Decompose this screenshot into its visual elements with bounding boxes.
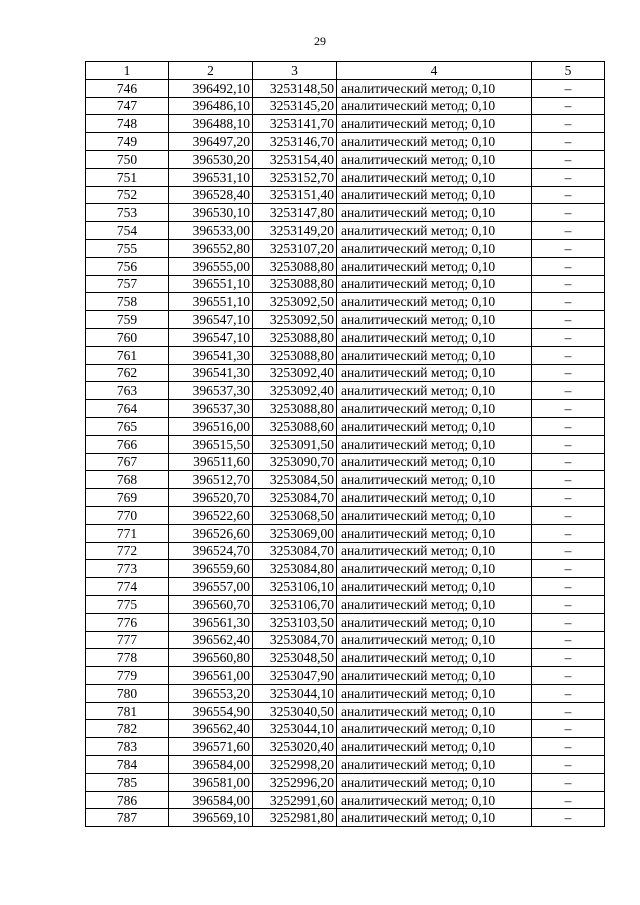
table-row — [86, 150, 605, 168]
table-row — [86, 97, 605, 115]
x-coordinate-cell: 396511,60 — [169, 453, 253, 471]
method-cell: аналитический метод; 0,10 — [337, 756, 532, 774]
method-cell: аналитический метод; 0,10 — [337, 684, 532, 702]
y-coordinate-cell: 3253044,10 — [253, 720, 337, 738]
point-number-cell: 771 — [86, 524, 169, 542]
table-row — [86, 720, 605, 738]
y-coordinate-cell: 3253084,70 — [253, 489, 337, 507]
note-cell: – — [532, 453, 605, 471]
table-row — [86, 453, 605, 471]
method-cell: аналитический метод; 0,10 — [337, 115, 532, 133]
note-cell: – — [532, 506, 605, 524]
method-cell: аналитический метод; 0,10 — [337, 613, 532, 631]
method-cell: аналитический метод; 0,10 — [337, 293, 532, 311]
note-cell: – — [532, 400, 605, 418]
point-number-cell: 772 — [86, 542, 169, 560]
point-number-cell: 760 — [86, 328, 169, 346]
table-row — [86, 311, 605, 329]
table-row — [86, 702, 605, 720]
note-cell: – — [532, 560, 605, 578]
method-cell: аналитический метод; 0,10 — [337, 738, 532, 756]
method-cell: аналитический метод; 0,10 — [337, 542, 532, 560]
point-number-cell: 757 — [86, 275, 169, 293]
column-header-4: 4 — [337, 62, 532, 80]
note-cell: – — [532, 595, 605, 613]
point-number-cell: 773 — [86, 560, 169, 578]
x-coordinate-cell: 396528,40 — [169, 186, 253, 204]
method-cell: аналитический метод; 0,10 — [337, 222, 532, 240]
note-cell: – — [532, 542, 605, 560]
note-cell: – — [532, 524, 605, 542]
table-row — [86, 417, 605, 435]
x-coordinate-cell: 396541,30 — [169, 364, 253, 382]
note-cell: – — [532, 631, 605, 649]
y-coordinate-cell: 3253069,00 — [253, 524, 337, 542]
note-cell: – — [532, 809, 605, 827]
method-cell: аналитический метод; 0,10 — [337, 489, 532, 507]
method-cell: аналитический метод; 0,10 — [337, 560, 532, 578]
x-coordinate-cell: 396547,10 — [169, 311, 253, 329]
method-cell: аналитический метод; 0,10 — [337, 239, 532, 257]
y-coordinate-cell: 3252998,20 — [253, 756, 337, 774]
y-coordinate-cell: 3253107,20 — [253, 239, 337, 257]
table-row — [86, 79, 605, 97]
point-number-cell: 765 — [86, 417, 169, 435]
point-number-cell: 746 — [86, 79, 169, 97]
point-number-cell: 786 — [86, 791, 169, 809]
y-coordinate-cell: 3253044,10 — [253, 684, 337, 702]
note-cell: – — [532, 257, 605, 275]
table-row — [86, 791, 605, 809]
x-coordinate-cell: 396554,90 — [169, 702, 253, 720]
point-number-cell: 780 — [86, 684, 169, 702]
x-coordinate-cell: 396560,80 — [169, 649, 253, 667]
y-coordinate-cell: 3253147,80 — [253, 204, 337, 222]
y-coordinate-cell: 3253088,60 — [253, 417, 337, 435]
x-coordinate-cell: 396562,40 — [169, 720, 253, 738]
point-number-cell: 752 — [86, 186, 169, 204]
method-cell: аналитический метод; 0,10 — [337, 328, 532, 346]
table-row — [86, 773, 605, 791]
table-row — [86, 275, 605, 293]
note-cell: – — [532, 346, 605, 364]
y-coordinate-cell: 3253068,50 — [253, 506, 337, 524]
y-coordinate-cell: 3252981,80 — [253, 809, 337, 827]
y-coordinate-cell: 3253088,80 — [253, 257, 337, 275]
y-coordinate-cell: 3253088,80 — [253, 275, 337, 293]
note-cell: – — [532, 364, 605, 382]
note-cell: – — [532, 97, 605, 115]
coordinates-table — [85, 61, 605, 827]
method-cell: аналитический метод; 0,10 — [337, 453, 532, 471]
point-number-cell: 750 — [86, 150, 169, 168]
point-number-cell: 784 — [86, 756, 169, 774]
x-coordinate-cell: 396497,20 — [169, 133, 253, 151]
note-cell: – — [532, 275, 605, 293]
x-coordinate-cell: 396488,10 — [169, 115, 253, 133]
table-row — [86, 115, 605, 133]
table-row — [86, 435, 605, 453]
table-row — [86, 222, 605, 240]
point-number-cell: 777 — [86, 631, 169, 649]
y-coordinate-cell: 3253084,70 — [253, 542, 337, 560]
x-coordinate-cell: 396526,60 — [169, 524, 253, 542]
table-row — [86, 239, 605, 257]
x-coordinate-cell: 396584,00 — [169, 791, 253, 809]
y-coordinate-cell: 3253084,80 — [253, 560, 337, 578]
note-cell: – — [532, 150, 605, 168]
point-number-cell: 768 — [86, 471, 169, 489]
x-coordinate-cell: 396552,80 — [169, 239, 253, 257]
note-cell: – — [532, 115, 605, 133]
x-coordinate-cell: 396530,10 — [169, 204, 253, 222]
method-cell: аналитический метод; 0,10 — [337, 400, 532, 418]
method-cell: аналитический метод; 0,10 — [337, 649, 532, 667]
y-coordinate-cell: 3253088,80 — [253, 346, 337, 364]
x-coordinate-cell: 396561,00 — [169, 667, 253, 685]
y-coordinate-cell: 3253020,40 — [253, 738, 337, 756]
y-coordinate-cell: 3253141,70 — [253, 115, 337, 133]
y-coordinate-cell: 3253103,50 — [253, 613, 337, 631]
y-coordinate-cell: 3253151,40 — [253, 186, 337, 204]
note-cell: – — [532, 489, 605, 507]
method-cell: аналитический метод; 0,10 — [337, 435, 532, 453]
method-cell: аналитический метод; 0,10 — [337, 720, 532, 738]
x-coordinate-cell: 396557,00 — [169, 578, 253, 596]
y-coordinate-cell: 3253092,40 — [253, 382, 337, 400]
table-row — [86, 471, 605, 489]
point-number-cell: 766 — [86, 435, 169, 453]
method-cell: аналитический метод; 0,10 — [337, 667, 532, 685]
point-number-cell: 782 — [86, 720, 169, 738]
method-cell: аналитический метод; 0,10 — [337, 168, 532, 186]
table-row — [86, 560, 605, 578]
x-coordinate-cell: 396530,20 — [169, 150, 253, 168]
method-cell: аналитический метод; 0,10 — [337, 773, 532, 791]
note-cell: – — [532, 738, 605, 756]
method-cell: аналитический метод; 0,10 — [337, 417, 532, 435]
point-number-cell: 775 — [86, 595, 169, 613]
method-cell: аналитический метод; 0,10 — [337, 186, 532, 204]
note-cell: – — [532, 649, 605, 667]
note-cell: – — [532, 382, 605, 400]
x-coordinate-cell: 396551,10 — [169, 275, 253, 293]
table-row — [86, 738, 605, 756]
y-coordinate-cell: 3253084,50 — [253, 471, 337, 489]
method-cell: аналитический метод; 0,10 — [337, 79, 532, 97]
note-cell: – — [532, 756, 605, 774]
point-number-cell: 764 — [86, 400, 169, 418]
point-number-cell: 774 — [86, 578, 169, 596]
point-number-cell: 781 — [86, 702, 169, 720]
note-cell: – — [532, 578, 605, 596]
table-row — [86, 168, 605, 186]
x-coordinate-cell: 396541,30 — [169, 346, 253, 364]
note-cell: – — [532, 684, 605, 702]
x-coordinate-cell: 396537,30 — [169, 400, 253, 418]
y-coordinate-cell: 3253091,50 — [253, 435, 337, 453]
table-row — [86, 649, 605, 667]
point-number-cell: 756 — [86, 257, 169, 275]
note-cell: – — [532, 79, 605, 97]
y-coordinate-cell: 3253092,50 — [253, 311, 337, 329]
x-coordinate-cell: 396520,70 — [169, 489, 253, 507]
table-body — [86, 79, 605, 826]
note-cell: – — [532, 168, 605, 186]
method-cell: аналитический метод; 0,10 — [337, 506, 532, 524]
point-number-cell: 754 — [86, 222, 169, 240]
note-cell: – — [532, 613, 605, 631]
x-coordinate-cell: 396569,10 — [169, 809, 253, 827]
method-cell: аналитический метод; 0,10 — [337, 595, 532, 613]
point-number-cell: 762 — [86, 364, 169, 382]
y-coordinate-cell: 3253154,40 — [253, 150, 337, 168]
y-coordinate-cell: 3252996,20 — [253, 773, 337, 791]
y-coordinate-cell: 3252991,60 — [253, 791, 337, 809]
x-coordinate-cell: 396561,30 — [169, 613, 253, 631]
method-cell: аналитический метод; 0,10 — [337, 311, 532, 329]
table-row — [86, 489, 605, 507]
y-coordinate-cell: 3253088,80 — [253, 328, 337, 346]
point-number-cell: 776 — [86, 613, 169, 631]
note-cell: – — [532, 133, 605, 151]
x-coordinate-cell: 396562,40 — [169, 631, 253, 649]
note-cell: – — [532, 773, 605, 791]
table-row — [86, 524, 605, 542]
point-number-cell: 755 — [86, 239, 169, 257]
point-number-cell: 751 — [86, 168, 169, 186]
x-coordinate-cell: 396560,70 — [169, 595, 253, 613]
method-cell: аналитический метод; 0,10 — [337, 275, 532, 293]
x-coordinate-cell: 396559,60 — [169, 560, 253, 578]
y-coordinate-cell: 3253084,70 — [253, 631, 337, 649]
y-coordinate-cell: 3253047,90 — [253, 667, 337, 685]
x-coordinate-cell: 396533,00 — [169, 222, 253, 240]
x-coordinate-cell: 396516,00 — [169, 417, 253, 435]
y-coordinate-cell: 3253152,70 — [253, 168, 337, 186]
y-coordinate-cell: 3253088,80 — [253, 400, 337, 418]
note-cell: – — [532, 239, 605, 257]
point-number-cell: 759 — [86, 311, 169, 329]
column-header-1: 1 — [86, 62, 169, 80]
table-row — [86, 204, 605, 222]
column-header-3: 3 — [253, 62, 337, 80]
point-number-cell: 753 — [86, 204, 169, 222]
table-row — [86, 382, 605, 400]
table-row — [86, 328, 605, 346]
note-cell: – — [532, 328, 605, 346]
method-cell: аналитический метод; 0,10 — [337, 702, 532, 720]
table-row — [86, 346, 605, 364]
x-coordinate-cell: 396512,70 — [169, 471, 253, 489]
method-cell: аналитический метод; 0,10 — [337, 631, 532, 649]
point-number-cell: 779 — [86, 667, 169, 685]
note-cell: – — [532, 791, 605, 809]
table-row — [86, 667, 605, 685]
table-header-row — [86, 62, 605, 80]
note-cell: – — [532, 667, 605, 685]
table-row — [86, 257, 605, 275]
table-row — [86, 684, 605, 702]
point-number-cell: 787 — [86, 809, 169, 827]
table-row — [86, 631, 605, 649]
method-cell: аналитический метод; 0,10 — [337, 471, 532, 489]
x-coordinate-cell: 396553,20 — [169, 684, 253, 702]
point-number-cell: 763 — [86, 382, 169, 400]
method-cell: аналитический метод; 0,10 — [337, 133, 532, 151]
x-coordinate-cell: 396515,50 — [169, 435, 253, 453]
table-row — [86, 613, 605, 631]
point-number-cell: 748 — [86, 115, 169, 133]
x-coordinate-cell: 396571,60 — [169, 738, 253, 756]
page-number: 29 — [314, 34, 326, 48]
note-cell: – — [532, 417, 605, 435]
y-coordinate-cell: 3253048,50 — [253, 649, 337, 667]
method-cell: аналитический метод; 0,10 — [337, 382, 532, 400]
table-row — [86, 400, 605, 418]
method-cell: аналитический метод; 0,10 — [337, 809, 532, 827]
table-row — [86, 542, 605, 560]
point-number-cell: 778 — [86, 649, 169, 667]
y-coordinate-cell: 3253092,50 — [253, 293, 337, 311]
x-coordinate-cell: 396537,30 — [169, 382, 253, 400]
table-row — [86, 293, 605, 311]
method-cell: аналитический метод; 0,10 — [337, 578, 532, 596]
x-coordinate-cell: 396524,70 — [169, 542, 253, 560]
note-cell: – — [532, 311, 605, 329]
point-number-cell: 785 — [86, 773, 169, 791]
y-coordinate-cell: 3253090,70 — [253, 453, 337, 471]
note-cell: – — [532, 186, 605, 204]
point-number-cell: 761 — [86, 346, 169, 364]
y-coordinate-cell: 3253040,50 — [253, 702, 337, 720]
table-row — [86, 809, 605, 827]
point-number-cell: 758 — [86, 293, 169, 311]
x-coordinate-cell: 396492,10 — [169, 79, 253, 97]
note-cell: – — [532, 435, 605, 453]
method-cell: аналитический метод; 0,10 — [337, 97, 532, 115]
note-cell: – — [532, 293, 605, 311]
method-cell: аналитический метод; 0,10 — [337, 346, 532, 364]
method-cell: аналитический метод; 0,10 — [337, 791, 532, 809]
x-coordinate-cell: 396581,00 — [169, 773, 253, 791]
point-number-cell: 783 — [86, 738, 169, 756]
note-cell: – — [532, 222, 605, 240]
column-header-2: 2 — [169, 62, 253, 80]
method-cell: аналитический метод; 0,10 — [337, 150, 532, 168]
x-coordinate-cell: 396551,10 — [169, 293, 253, 311]
x-coordinate-cell: 396584,00 — [169, 756, 253, 774]
method-cell: аналитический метод; 0,10 — [337, 524, 532, 542]
y-coordinate-cell: 3253092,40 — [253, 364, 337, 382]
table-row — [86, 133, 605, 151]
x-coordinate-cell: 396522,60 — [169, 506, 253, 524]
note-cell: – — [532, 702, 605, 720]
y-coordinate-cell: 3253148,50 — [253, 79, 337, 97]
y-coordinate-cell: 3253145,20 — [253, 97, 337, 115]
point-number-cell: 769 — [86, 489, 169, 507]
table-row — [86, 186, 605, 204]
x-coordinate-cell: 396486,10 — [169, 97, 253, 115]
point-number-cell: 747 — [86, 97, 169, 115]
method-cell: аналитический метод; 0,10 — [337, 364, 532, 382]
table-row — [86, 595, 605, 613]
method-cell: аналитический метод; 0,10 — [337, 204, 532, 222]
method-cell: аналитический метод; 0,10 — [337, 257, 532, 275]
y-coordinate-cell: 3253106,70 — [253, 595, 337, 613]
x-coordinate-cell: 396555,00 — [169, 257, 253, 275]
x-coordinate-cell: 396547,10 — [169, 328, 253, 346]
table-row — [86, 756, 605, 774]
table-row — [86, 506, 605, 524]
note-cell: – — [532, 471, 605, 489]
table-row — [86, 364, 605, 382]
x-coordinate-cell: 396531,10 — [169, 168, 253, 186]
point-number-cell: 749 — [86, 133, 169, 151]
table-row — [86, 578, 605, 596]
point-number-cell: 770 — [86, 506, 169, 524]
column-header-5: 5 — [532, 62, 605, 80]
y-coordinate-cell: 3253149,20 — [253, 222, 337, 240]
point-number-cell: 767 — [86, 453, 169, 471]
y-coordinate-cell: 3253146,70 — [253, 133, 337, 151]
y-coordinate-cell: 3253106,10 — [253, 578, 337, 596]
note-cell: – — [532, 204, 605, 222]
note-cell: – — [532, 720, 605, 738]
